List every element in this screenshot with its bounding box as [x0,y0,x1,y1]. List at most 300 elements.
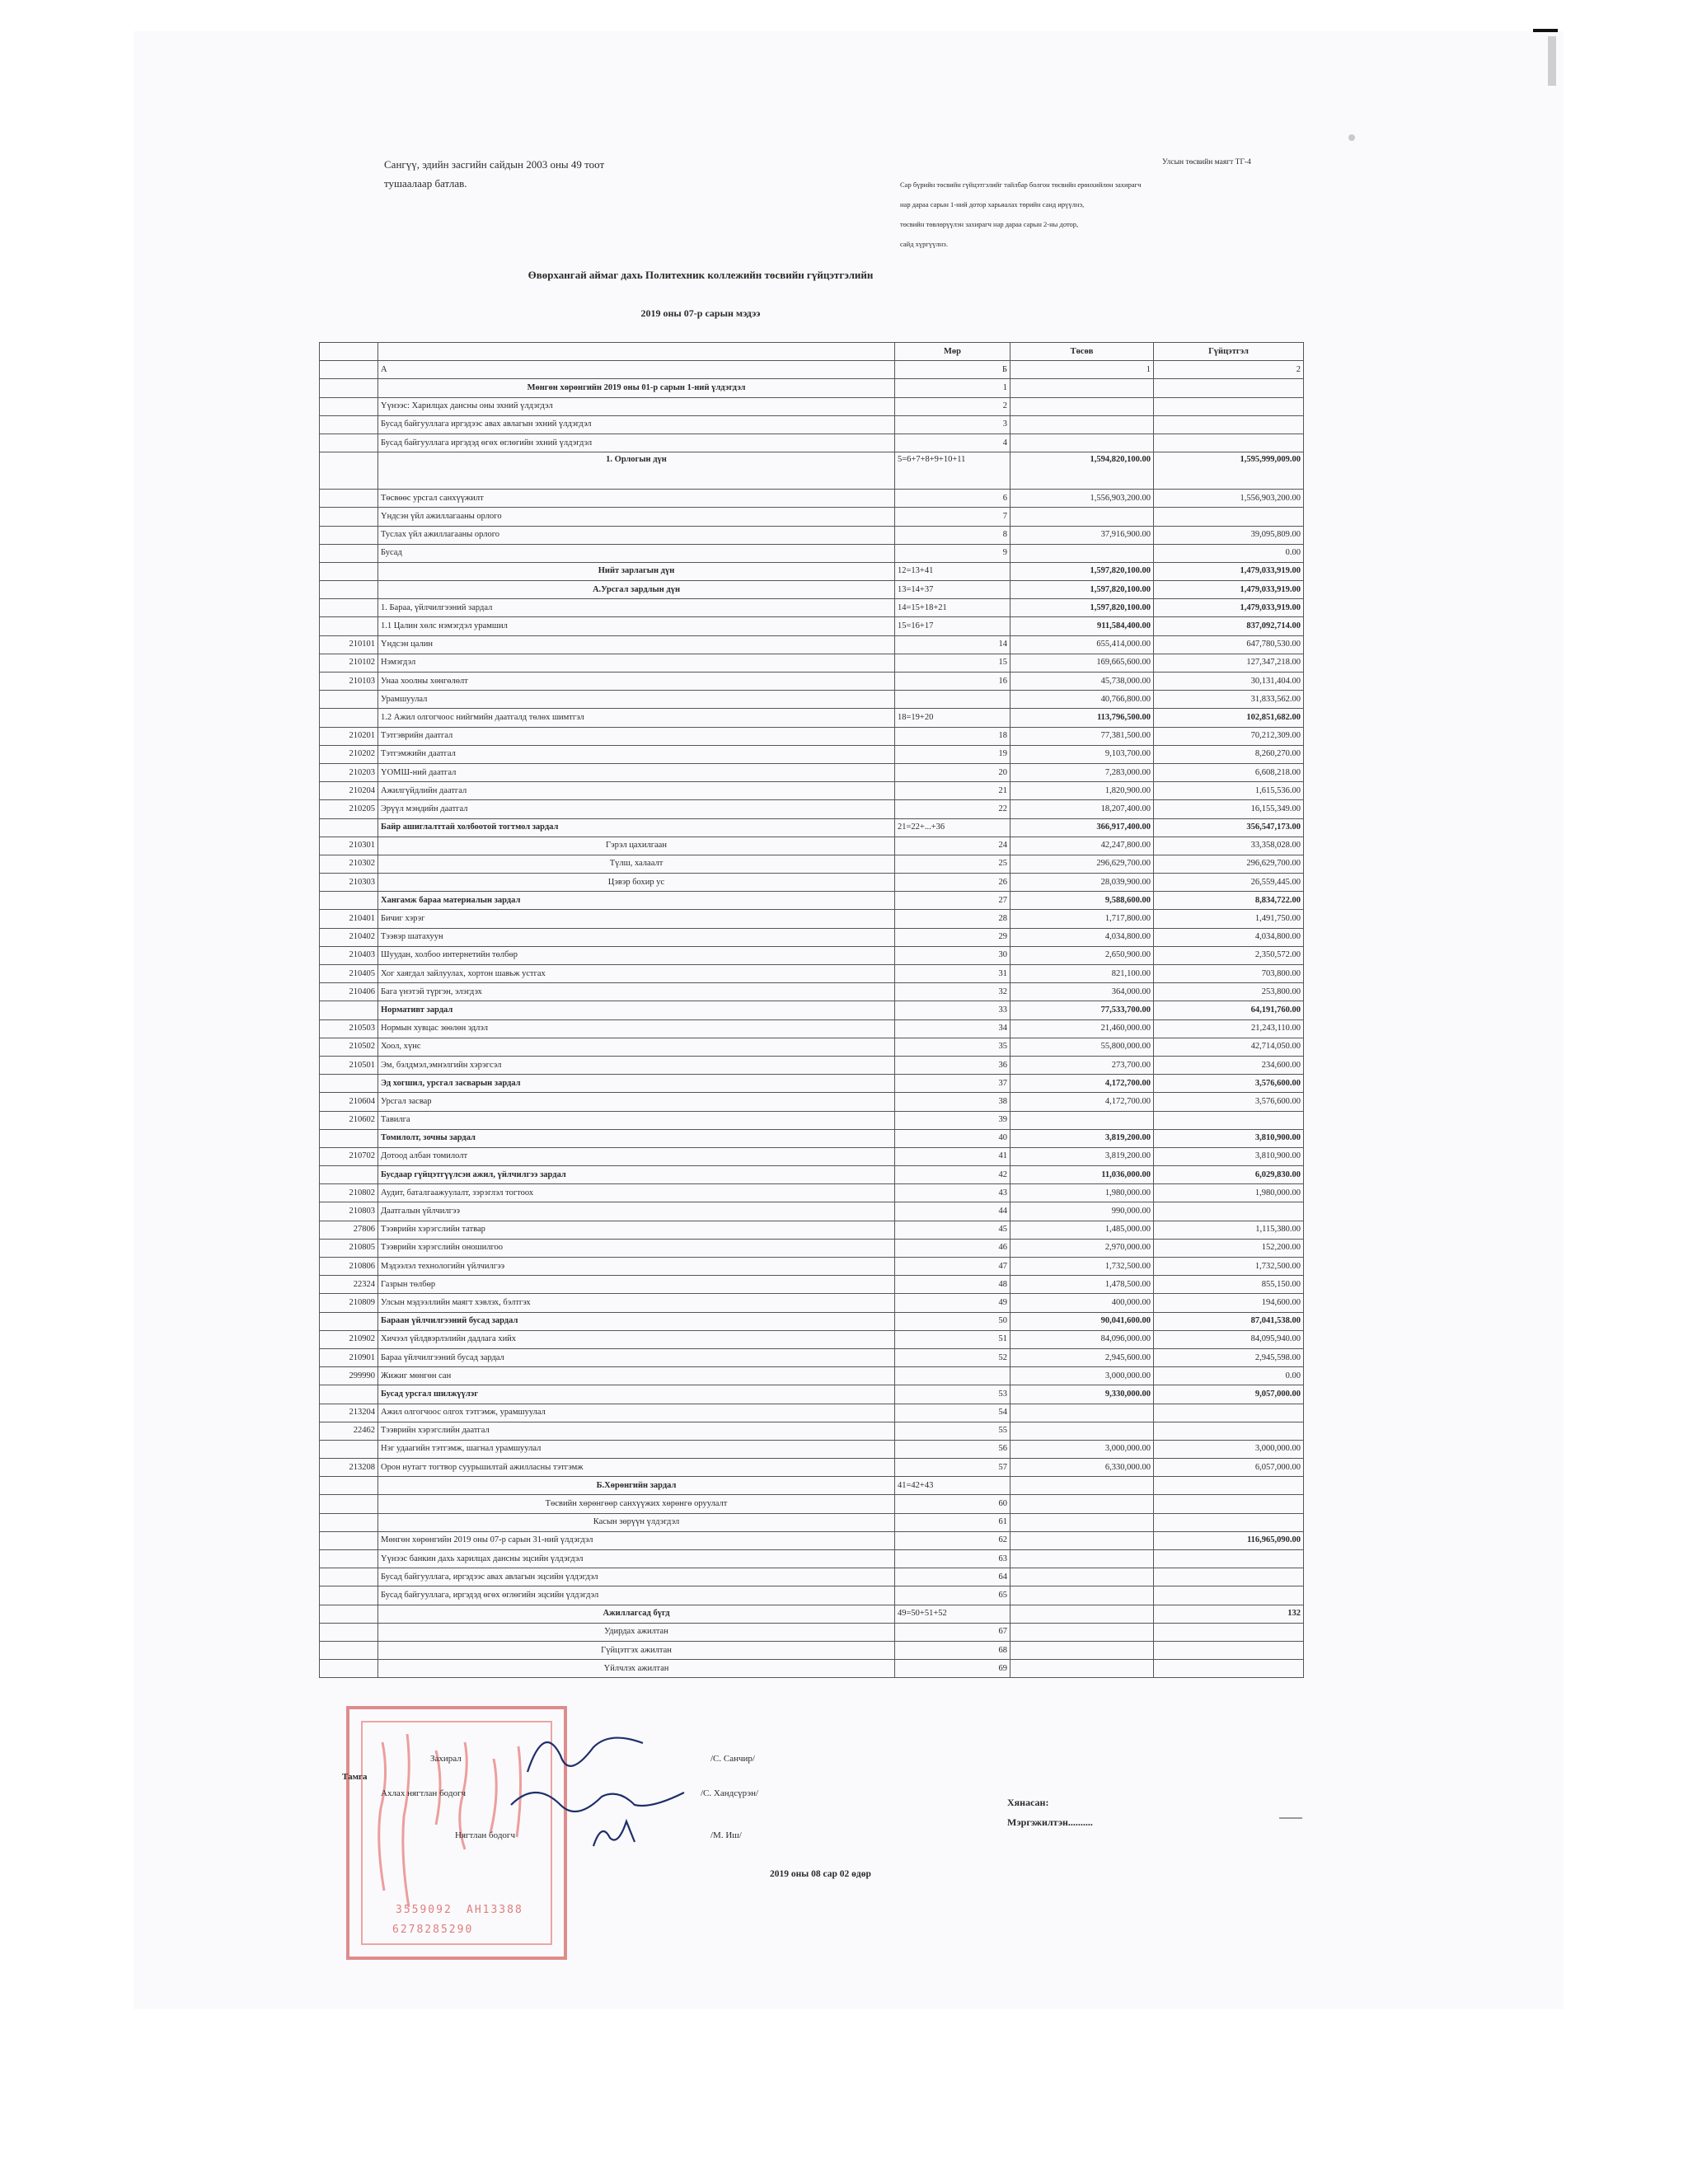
row-code [320,1075,378,1093]
row-guitsetgel: 194,600.00 [1154,1294,1304,1312]
row-mor: 54 [895,1404,1010,1422]
row-name: Нэмэгдэл [378,654,895,672]
table-row [320,837,1304,855]
row-name: Төсвийн хөрөнгөөр санхүүжих хөрөнгө оруулалт [378,1495,895,1513]
budget-performance-table [319,342,1304,1678]
row-guitsetgel: 1,980,000.00 [1154,1184,1304,1202]
row-code: 210401 [320,910,378,928]
row-code: 210805 [320,1239,378,1257]
row-mor: 37 [895,1075,1010,1093]
row-tosov: 1,732,500.00 [1010,1258,1154,1276]
row-guitsetgel: 102,851,682.00 [1154,709,1304,727]
row-name: Нормын хувцас зөөлөн эдлэл [378,1019,895,1038]
row-tosov: 1,980,000.00 [1010,1184,1154,1202]
row-guitsetgel: 1,595,999,009.00 [1154,452,1304,490]
row-code [320,415,378,434]
row-code [320,361,378,379]
row-name: Эрүүл мэндийн даатгал [378,800,895,818]
row-mor: 13=14+37 [895,581,1010,599]
row-guitsetgel: 9,057,000.00 [1154,1385,1304,1404]
row-tosov: 3,819,200.00 [1010,1147,1154,1165]
row-name: Хангамж бараа материалын зардал [378,892,895,910]
row-name: Тэтгэмжийн даатгал [378,745,895,763]
row-tosov: 366,917,400.00 [1010,818,1154,837]
row-tosov: 1,597,820,100.00 [1010,562,1154,580]
row-guitsetgel [1154,1111,1304,1129]
row-guitsetgel [1154,1568,1304,1586]
form-code: Улсын төсвийн маягт ТГ-4 [1162,158,1251,166]
row-code: 210402 [320,928,378,946]
row-name: 1. Орлогын дүн [378,452,895,490]
row-mor: 20 [895,763,1010,781]
row-tosov: 4,172,700.00 [1010,1093,1154,1111]
row-code [320,1605,378,1623]
row-name: Нийт зарлагын дүн [378,562,895,580]
row-tosov [1010,1477,1154,1495]
table-row [320,1495,1304,1513]
row-mor: 47 [895,1258,1010,1276]
row-guitsetgel: 4,034,800.00 [1154,928,1304,946]
row-guitsetgel: 30,131,404.00 [1154,673,1304,691]
row-guitsetgel: 64,191,760.00 [1154,1001,1304,1019]
row-mor: 67 [895,1623,1010,1641]
stamp-number-3: 6278285290 [392,1924,474,1936]
row-tosov: 911,584,400.00 [1010,617,1154,635]
row-mor: 29 [895,928,1010,946]
row-code [320,379,378,397]
row-code [320,508,378,526]
row-code [320,1623,378,1641]
row-code [320,1586,378,1605]
table-row [320,1605,1304,1623]
row-mor: 38 [895,1093,1010,1111]
row-guitsetgel: 6,029,830.00 [1154,1166,1304,1184]
row-tosov: 6,330,000.00 [1010,1459,1154,1477]
table-row [320,874,1304,892]
row-mor: 21=22+...+36 [895,818,1010,837]
row-name: Удирдах ажилтан [378,1623,895,1641]
table-row [320,983,1304,1001]
table-row [320,379,1304,397]
table-row [320,1586,1304,1605]
row-code: 213204 [320,1404,378,1422]
row-mor: 30 [895,946,1010,964]
row-name: Тээврийн хэрэгслийн даатгал [378,1422,895,1440]
table-row [320,1129,1304,1147]
row-guitsetgel: 16,155,349.00 [1154,800,1304,818]
table-row [320,581,1304,599]
row-name: Хог хаягдал зайлуулах, хортон шавьж устгах [378,965,895,983]
row-code: 210901 [320,1348,378,1366]
row-tosov: 1,478,500.00 [1010,1276,1154,1294]
row-guitsetgel: 6,057,000.00 [1154,1459,1304,1477]
row-mor: 44 [895,1202,1010,1221]
table-row [320,544,1304,562]
row-name: Хоол, хүнс [378,1038,895,1056]
table-row [320,1276,1304,1294]
row-name: Бусад байгууллага, иргэдээс авах авлагын эцсийн үлдэгдэл [378,1568,895,1586]
row-name: Нормативт зардал [378,1001,895,1019]
row-guitsetgel: 1,732,500.00 [1154,1258,1304,1276]
row-tosov [1010,1623,1154,1641]
row-mor: 49=50+51+52 [895,1605,1010,1623]
row-name: Бараа үйлчилгээний бусад зардал [378,1348,895,1366]
row-name: Бага үнэтэй түргэн, элэгдэх [378,983,895,1001]
row-guitsetgel [1154,379,1304,397]
row-name: Бусад [378,544,895,562]
row-mor: 27 [895,892,1010,910]
director-label: Захирал [430,1754,462,1764]
row-mor: 12=13+41 [895,562,1010,580]
row-name: Үүнээс банкин дахь харилцах дансны эцсийн үлдэгдэл [378,1550,895,1568]
row-code [320,452,378,490]
reviewer-label: Хянасан: [1007,1797,1049,1808]
row-guitsetgel: 70,212,309.00 [1154,727,1304,745]
row-guitsetgel [1154,1623,1304,1641]
row-mor: 63 [895,1550,1010,1568]
scan-dash-mark [1279,1817,1302,1819]
row-name: Касын зөрүүн үлдэгдэл [378,1513,895,1531]
row-guitsetgel [1154,508,1304,526]
row-code: 22462 [320,1422,378,1440]
row-name: Бичиг хэрэг [378,910,895,928]
row-name: Бусад урсгал шилжүүлэг [378,1385,895,1404]
table-row [320,1001,1304,1019]
row-name: Үндсэн үйл ажиллагааны орлого [378,508,895,526]
row-mor [895,1367,1010,1385]
row-name: Мөнгөн хөрөнгийн 2019 оны 01-р сарын 1-ний үлдэгдэл [378,379,895,397]
row-guitsetgel [1154,1586,1304,1605]
row-mor: 31 [895,965,1010,983]
row-guitsetgel [1154,1550,1304,1568]
table-row [320,1513,1304,1531]
row-guitsetgel: 647,780,530.00 [1154,635,1304,654]
table-row [320,1166,1304,1184]
table-row [320,1239,1304,1257]
row-guitsetgel: 356,547,173.00 [1154,818,1304,837]
row-mor: 2 [895,397,1010,415]
row-guitsetgel: 39,095,809.00 [1154,526,1304,544]
table-row [320,1641,1304,1659]
row-code [320,599,378,617]
tamga-label: Тамга [342,1772,368,1782]
row-mor: 64 [895,1568,1010,1586]
row-guitsetgel: 296,629,700.00 [1154,855,1304,873]
table-row [320,452,1304,490]
row-name: А.Урсгал зардлын дүн [378,581,895,599]
row-guitsetgel: 2,350,572.00 [1154,946,1304,964]
row-name: Үүнээс: Харилцах дансны оны эхний үлдэгдэл [378,397,895,415]
row-guitsetgel: 87,041,538.00 [1154,1312,1304,1330]
row-code [320,490,378,508]
row-name: Гүйцэтгэх ажилтан [378,1641,895,1659]
row-guitsetgel [1154,1641,1304,1659]
row-name: Ажиллагсад бүгд [378,1605,895,1623]
row-mor: 68 [895,1641,1010,1659]
table-row [320,1385,1304,1404]
table-row [320,1056,1304,1074]
row-guitsetgel: 2,945,598.00 [1154,1348,1304,1366]
row-tosov: 3,000,000.00 [1010,1440,1154,1458]
row-code [320,1166,378,1184]
director-name: /С. Санчир/ [710,1754,755,1764]
instruction-line: төсвийн төвлөрүүлэн захирагч нар дараа сарын 2-ны дотор, [900,220,1079,228]
row-tosov: 1,485,000.00 [1010,1221,1154,1239]
row-tosov: 1,717,800.00 [1010,910,1154,928]
row-name: Бараан үйлчилгээний бусад зардал [378,1312,895,1330]
row-tosov [1010,508,1154,526]
table-row [320,673,1304,691]
row-guitsetgel: 21,243,110.00 [1154,1019,1304,1038]
row-mor: 65 [895,1586,1010,1605]
row-tosov: 655,414,000.00 [1010,635,1154,654]
row-mor: 14 [895,635,1010,654]
row-tosov [1010,1660,1154,1678]
row-mor: 50 [895,1312,1010,1330]
row-guitsetgel: 837,092,714.00 [1154,617,1304,635]
row-name: Мөнгөн хөрөнгийн 2019 оны 07-р сарын 31-ний үлдэгдэл [378,1531,895,1549]
row-mor: 46 [895,1239,1010,1257]
row-code: 210809 [320,1294,378,1312]
row-guitsetgel: 31,833,562.00 [1154,691,1304,709]
row-tosov: 4,172,700.00 [1010,1075,1154,1093]
row-name: Б.Хөрөнгийн зардал [378,1477,895,1495]
row-name: Тээвэр шатахуун [378,928,895,946]
col-header-guitsetgel: Гүйцэтгэл [1154,343,1304,361]
table-row [320,599,1304,617]
scan-dust-dot [1348,134,1355,141]
table-row [320,1459,1304,1477]
chief-accountant-label: Ахлах нягтлан бодогч [381,1788,466,1798]
row-tosov [1010,379,1154,397]
row-mor: 43 [895,1184,1010,1202]
row-tosov: 990,000.00 [1010,1202,1154,1221]
row-name: А [378,361,895,379]
table-row [320,691,1304,709]
row-guitsetgel: 0.00 [1154,544,1304,562]
row-name: Бусад байгууллага, иргэдэд өгөх өглөгийн эцсийн үлдэгдэл [378,1586,895,1605]
approval-note [384,155,714,193]
row-code: 27806 [320,1221,378,1239]
table-row [320,818,1304,837]
row-guitsetgel: 703,800.00 [1154,965,1304,983]
row-mor: 61 [895,1513,1010,1531]
row-tosov [1010,1531,1154,1549]
row-mor: 9 [895,544,1010,562]
row-guitsetgel [1154,1513,1304,1531]
row-tosov: 2,650,900.00 [1010,946,1154,964]
table-row [320,1111,1304,1129]
row-name: Эд хогшил, урсгал засварын зардал [378,1075,895,1093]
row-mor: 39 [895,1111,1010,1129]
table-row [320,892,1304,910]
accountant-label: Нягтлан бодогч [455,1830,515,1840]
row-guitsetgel: 152,200.00 [1154,1239,1304,1257]
row-code [320,581,378,599]
row-mor: 14=15+18+21 [895,599,1010,617]
row-name: Дотоод албан томилолт [378,1147,895,1165]
row-name: Аудит, баталгаажуулалт, зэрэглэл тогтоох [378,1184,895,1202]
row-code: 210202 [320,745,378,763]
accountant-name: /М. Иш/ [710,1830,742,1840]
table-row [320,1075,1304,1093]
row-code: 210403 [320,946,378,964]
row-mor: 62 [895,1531,1010,1549]
row-guitsetgel: 6,608,218.00 [1154,763,1304,781]
row-guitsetgel: 3,576,600.00 [1154,1093,1304,1111]
table-row [320,709,1304,727]
approval-line-2: тушаалаар батлав. [384,177,467,190]
table-row [320,928,1304,946]
row-tosov: 42,247,800.00 [1010,837,1154,855]
row-guitsetgel: 8,260,270.00 [1154,745,1304,763]
row-guitsetgel [1154,1495,1304,1513]
row-tosov: 9,330,000.00 [1010,1385,1154,1404]
row-tosov: 1 [1010,361,1154,379]
row-tosov [1010,1568,1154,1586]
row-guitsetgel: 1,491,750.00 [1154,910,1304,928]
table-row [320,1568,1304,1586]
row-mor: 35 [895,1038,1010,1056]
table-row [320,490,1304,508]
col-header-name [378,343,895,361]
row-code: 210203 [320,763,378,781]
row-mor: 7 [895,508,1010,526]
instruction-line: нар дараа сарын 1-ний дотор харьяалах төрийн санд ирүүлнэ, [900,200,1085,209]
table-row [320,800,1304,818]
row-guitsetgel: 253,800.00 [1154,983,1304,1001]
row-code [320,1550,378,1568]
table-row [320,397,1304,415]
row-tosov: 3,000,000.00 [1010,1367,1154,1385]
row-code: 213208 [320,1459,378,1477]
row-guitsetgel: 1,479,033,919.00 [1154,599,1304,617]
row-code: 210205 [320,800,378,818]
table-row [320,946,1304,964]
table-row [320,1312,1304,1330]
row-name: Ажил олгогчоос олгох тэтгэмж, урамшуулал [378,1404,895,1422]
row-tosov: 40,766,800.00 [1010,691,1154,709]
handwritten-signatures [495,1714,758,1863]
row-mor: 19 [895,745,1010,763]
row-guitsetgel [1154,434,1304,452]
row-name: Урамшуулал [378,691,895,709]
row-name: Туслах үйл ажиллагааны орлого [378,526,895,544]
row-mor: 8 [895,526,1010,544]
row-name: Томилолт, зочны зардал [378,1129,895,1147]
report-subtitle: 2019 оны 07-р сарын мэдээ [640,307,761,319]
row-guitsetgel: 1,115,380.00 [1154,1221,1304,1239]
row-guitsetgel: 1,479,033,919.00 [1154,581,1304,599]
row-mor: 4 [895,434,1010,452]
instruction-block [900,175,1230,254]
row-code: 210103 [320,673,378,691]
row-code [320,691,378,709]
row-tosov [1010,1422,1154,1440]
row-tosov: 296,629,700.00 [1010,855,1154,873]
row-name: Бусдаар гүйцэтгүүлсэн ажил, үйлчилгээ зардал [378,1166,895,1184]
report-title: Өвөрхангай аймаг дахь Политехник коллежийн төсвийн гүйцэтгэлийн [528,269,874,281]
row-tosov: 84,096,000.00 [1010,1330,1154,1348]
row-guitsetgel: 26,559,445.00 [1154,874,1304,892]
row-guitsetgel: 127,347,218.00 [1154,654,1304,672]
row-tosov: 1,820,900.00 [1010,782,1154,800]
approval-line-1: Сангүү, эдийн засгийн сайдын 2003 оны 49 тоот [384,158,605,171]
row-code [320,434,378,452]
table-row [320,727,1304,745]
row-mor: 18=19+20 [895,709,1010,727]
table-row [320,1422,1304,1440]
table-row [320,910,1304,928]
row-guitsetgel: 8,834,722.00 [1154,892,1304,910]
table-header-row [320,343,1304,361]
row-name: 1.1 Цалин хөлс нэмэгдэл урамшил [378,617,895,635]
row-tosov: 18,207,400.00 [1010,800,1154,818]
col-header-tosov: Төсөв [1010,343,1154,361]
report-date: 2019 оны 08 сар 02 өдөр [770,1869,871,1879]
row-name: Үндсэн цалин [378,635,895,654]
row-name: Эм, бэлдмэл,эмнэлгийн хэрэгсэл [378,1056,895,1074]
table-row [320,1221,1304,1239]
row-mor: 3 [895,415,1010,434]
row-tosov: 77,381,500.00 [1010,727,1154,745]
row-mor [895,691,1010,709]
row-guitsetgel [1154,1202,1304,1221]
row-guitsetgel: 0.00 [1154,1367,1304,1385]
row-tosov: 1,556,903,200.00 [1010,490,1154,508]
row-tosov [1010,415,1154,434]
row-name: Тээврийн хэрэгслийн татвар [378,1221,895,1239]
row-mor: Б [895,361,1010,379]
row-tosov: 55,800,000.00 [1010,1038,1154,1056]
row-tosov: 1,597,820,100.00 [1010,599,1154,617]
table-row [320,1531,1304,1549]
stamp-number-1: 3559092 [396,1904,452,1916]
row-name: Унаа хоолны хөнгөлөлт [378,673,895,691]
row-tosov: 3,819,200.00 [1010,1129,1154,1147]
row-code: 210201 [320,727,378,745]
row-name: Байр ашиглалттай холбоотой тогтмол зардал [378,818,895,837]
table-row [320,635,1304,654]
row-tosov [1010,434,1154,452]
row-mor: 28 [895,910,1010,928]
row-mor: 16 [895,673,1010,691]
row-tosov: 1,597,820,100.00 [1010,581,1154,599]
row-guitsetgel: 234,600.00 [1154,1056,1304,1074]
row-tosov [1010,1586,1154,1605]
row-guitsetgel: 3,576,600.00 [1154,1075,1304,1093]
row-guitsetgel: 42,714,050.00 [1154,1038,1304,1056]
row-name: Бусад байгууллага иргэдээс авах авлагын эхний үлдэгдэл [378,415,895,434]
table-row [320,1202,1304,1221]
table-row [320,526,1304,544]
row-guitsetgel [1154,1477,1304,1495]
row-code [320,1001,378,1019]
stamp-number-2: АН13388 [467,1904,523,1916]
row-code: 210502 [320,1038,378,1056]
row-mor: 1 [895,379,1010,397]
row-guitsetgel [1154,1422,1304,1440]
table-row [320,361,1304,379]
row-mor: 45 [895,1221,1010,1239]
row-name: Бусад байгууллага иргэдэд өгөх өглөгийн эхний үлдэгдэл [378,434,895,452]
row-tosov: 37,916,900.00 [1010,526,1154,544]
row-mor: 34 [895,1019,1010,1038]
table-row [320,562,1304,580]
table-row [320,1660,1304,1678]
row-tosov: 2,970,000.00 [1010,1239,1154,1257]
row-code: 210204 [320,782,378,800]
